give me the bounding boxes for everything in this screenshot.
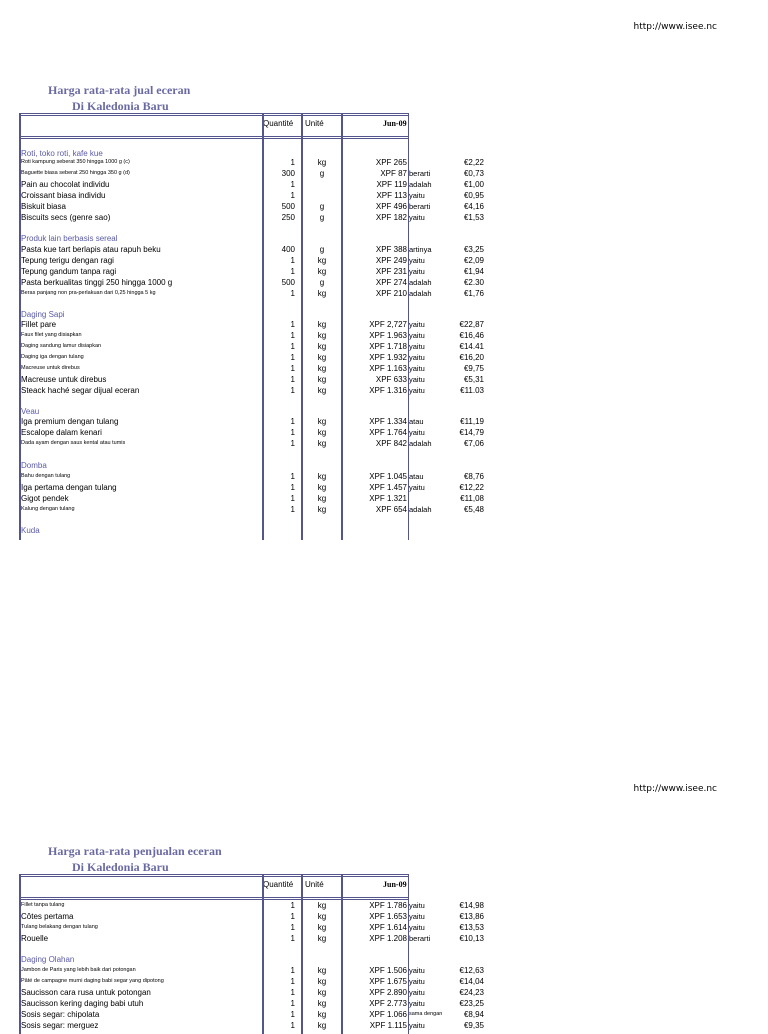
table-row — [19, 190, 489, 201]
item-label: Sosis segar: chipolata — [21, 1010, 100, 1019]
price-eur-cell: €14,04 — [459, 977, 484, 986]
item-label: Dada ayam dengan saus kental atau tumis — [21, 440, 126, 446]
item-label: Baguette biasa seberat 250 hingga 350 g (d) — [21, 170, 130, 176]
price-eur-cell: €5,48 — [463, 505, 484, 514]
quantity-cell: 250 — [281, 213, 295, 222]
table-row — [19, 201, 489, 212]
quantity-cell: 1 — [290, 289, 295, 298]
quantity-cell: 1 — [290, 923, 295, 932]
price-xpf-cell: XPF 1.764 — [369, 428, 407, 437]
table-row — [19, 341, 489, 352]
item-label: Pasta kue tart berlapis atau rapuh beku — [21, 245, 161, 254]
price-eur-cell: €13,86 — [459, 912, 484, 921]
price-eur-cell: €1,94 — [463, 267, 484, 276]
quantity-cell: 1 — [290, 364, 295, 373]
note-cell: yaitu — [409, 483, 425, 492]
item-label: Tepung terigu dengan ragi — [21, 256, 114, 265]
item-label: Iga pertama dengan tulang — [21, 483, 117, 492]
note-cell: yaitu — [409, 213, 425, 222]
quantity-cell: 1 — [290, 505, 295, 514]
quantity-cell: 1 — [290, 999, 295, 1008]
header-unite: Unité — [305, 119, 324, 128]
price-eur-cell: €8,94 — [463, 1010, 484, 1019]
unit-cell: kg — [317, 999, 327, 1008]
price-eur-cell: €14,79 — [459, 428, 484, 437]
item-label: Fillet pare — [21, 320, 57, 329]
price-eur-cell: €1,53 — [463, 213, 484, 222]
price-eur-cell: €3,25 — [463, 245, 484, 254]
price-xpf-cell: XPF 1.045 — [369, 472, 407, 481]
unit-cell: g — [319, 245, 325, 254]
price-eur-cell: €0,73 — [463, 169, 484, 178]
item-label: Tulang belakang dengan tulang — [21, 924, 98, 930]
quantity-cell: 1 — [290, 966, 295, 975]
section-heading — [19, 233, 489, 244]
table-row — [19, 933, 489, 944]
unit-cell: kg — [317, 267, 327, 276]
price-eur-cell: €10,13 — [459, 934, 484, 943]
price-xpf-cell: XPF 1.316 — [369, 386, 407, 395]
price-eur-cell: €11,19 — [460, 417, 484, 426]
table-row — [19, 482, 489, 493]
item-label: Pâté de campagne murni daging babi segar yang dipotong — [21, 978, 164, 984]
note-cell: berarti — [409, 934, 431, 943]
table-row — [19, 266, 489, 277]
table-row — [19, 976, 489, 987]
table-row — [19, 900, 489, 911]
unit-cell: kg — [317, 483, 327, 492]
price-xpf-cell: XPF 388 — [375, 245, 407, 254]
item-label: Macreuse untuk direbus — [21, 365, 80, 371]
price-xpf-cell: XPF 249 — [375, 256, 407, 265]
section-heading — [19, 954, 489, 965]
item-label: Jambon de Paris yang lebih baik dari potongan — [21, 967, 136, 973]
note-cell: yaitu — [409, 342, 425, 351]
item-label: Steack haché segar dijual eceran — [21, 386, 140, 395]
price-eur-cell: €4,16 — [463, 202, 484, 211]
price-eur-cell: €23,25 — [459, 999, 484, 1008]
unit-cell: kg — [317, 912, 327, 921]
table-row — [19, 255, 489, 266]
price-eur-cell: €2,22 — [463, 158, 484, 167]
item-label: Pasta berkualitas tinggi 250 hingga 1000 g — [21, 278, 173, 287]
price-xpf-cell: XPF 1.786 — [369, 901, 407, 910]
price-table — [19, 113, 484, 540]
note-cell: yaitu — [409, 999, 425, 1008]
page-title: Harga rata-rata penjualan eceran — [48, 844, 222, 858]
price-xpf-cell: XPF 2.773 — [369, 999, 407, 1008]
header-quantite: Quantité — [263, 880, 294, 889]
price-xpf-cell: XPF 1.163 — [369, 364, 407, 373]
price-xpf-cell: XPF 1.675 — [369, 977, 407, 986]
item-label: Rouelle — [21, 934, 49, 943]
price-xpf-cell: XPF 119 — [376, 180, 407, 189]
item-label: Beras panjang non pra-perlakuan dari 0,25 hingga 5 kg — [21, 290, 156, 296]
unit-cell: kg — [317, 966, 327, 975]
source-url[interactable]: http://www.isee.nc — [633, 784, 717, 794]
table-header — [19, 113, 409, 139]
price-table — [19, 874, 484, 1034]
quantity-cell: 500 — [281, 278, 295, 287]
item-label: Daging iga dengan tulang — [21, 354, 84, 360]
price-eur-cell: €13,53 — [459, 923, 484, 932]
quantity-cell: 1 — [290, 158, 295, 167]
quantity-cell: 1 — [290, 267, 295, 276]
price-xpf-cell: XPF 231 — [375, 267, 407, 276]
quantity-cell: 1 — [290, 386, 295, 395]
table-row — [19, 922, 489, 933]
price-eur-cell: €11.03 — [460, 386, 484, 395]
item-label: Bahu dengan tulang — [21, 473, 71, 479]
unit-cell: g — [319, 213, 325, 222]
unit-cell: kg — [317, 505, 327, 514]
note-cell: yaitu — [409, 1021, 425, 1030]
price-xpf-cell: XPF 113 — [376, 191, 407, 200]
section-heading — [19, 460, 489, 471]
unit-cell: kg — [317, 494, 327, 503]
unit-cell: kg — [317, 331, 327, 340]
item-label: Saucisson kering daging babi utuh — [21, 999, 144, 1008]
unit-cell: kg — [317, 386, 327, 395]
note-cell: berarti — [409, 202, 431, 211]
price-xpf-cell: XPF 1.653 — [369, 912, 407, 921]
unit-cell: kg — [317, 342, 327, 351]
section-label: Veau — [21, 407, 40, 416]
unit-cell: kg — [317, 320, 327, 329]
price-xpf-cell: XPF 265 — [375, 158, 407, 167]
note-cell: yaitu — [409, 966, 425, 975]
table-row — [19, 493, 489, 504]
item-label: Biscuits secs (genre sao) — [21, 213, 111, 222]
quantity-cell: 1 — [290, 320, 295, 329]
header-period: Jun-09 — [383, 119, 407, 128]
note-cell: yaitu — [409, 386, 425, 395]
table-row — [19, 998, 489, 1009]
price-eur-cell: €9,75 — [463, 364, 484, 373]
table-row — [19, 471, 489, 482]
price-eur-cell: €5,31 — [463, 375, 484, 384]
unit-cell: g — [319, 202, 325, 211]
price-eur-cell: €22,87 — [459, 320, 484, 329]
price-xpf-cell: XPF 87 — [380, 169, 407, 178]
quantity-cell: 1 — [290, 417, 295, 426]
item-label: Macreuse untuk direbus — [21, 375, 107, 384]
note-cell: yaitu — [409, 912, 425, 921]
price-xpf-cell: XPF 1.321 — [369, 494, 407, 503]
item-label: Daging sandung lamur disiapkan — [21, 343, 102, 349]
unit-cell: kg — [317, 1021, 327, 1030]
note-cell: sama dengan — [409, 1011, 443, 1017]
price-eur-cell: €11,08 — [460, 494, 484, 503]
table-row — [19, 385, 489, 396]
note-cell: atau — [409, 472, 424, 481]
price-xpf-cell: XPF 2,727 — [369, 320, 407, 329]
note-cell: yaitu — [409, 375, 425, 384]
price-xpf-cell: XPF 1.963 — [369, 331, 407, 340]
price-eur-cell: €14.41 — [459, 342, 484, 351]
item-label: Biskuit biasa — [21, 202, 66, 211]
quantity-cell: 1 — [290, 494, 295, 503]
item-label: Tepung gandum tanpa ragi — [21, 267, 117, 276]
item-label: Escalope dalam kenari — [21, 428, 102, 437]
unit-cell: kg — [317, 353, 327, 362]
price-eur-cell: €12,63 — [459, 966, 484, 975]
quantity-cell: 1 — [290, 1021, 295, 1030]
note-cell: adalah — [409, 180, 432, 189]
note-cell: berarti — [409, 169, 431, 178]
table-row — [19, 352, 489, 363]
item-label: Pain au chocolat individu — [21, 180, 110, 189]
price-xpf-cell: XPF 1.932 — [369, 353, 407, 362]
table-row — [19, 277, 489, 288]
note-cell: yaitu — [409, 988, 425, 997]
price-eur-cell: €8,76 — [463, 472, 484, 481]
header-unite: Unité — [305, 880, 324, 889]
price-eur-cell: €0,95 — [463, 191, 484, 200]
quantity-cell: 300 — [281, 169, 295, 178]
unit-cell: kg — [317, 977, 327, 986]
note-cell: adalah — [409, 439, 432, 448]
price-xpf-cell: XPF 1.334 — [369, 417, 407, 426]
price-eur-cell: €16,20 — [459, 353, 484, 362]
quantity-cell: 1 — [290, 912, 295, 921]
table-row — [19, 416, 489, 427]
price-xpf-cell: XPF 1.066 — [369, 1010, 407, 1019]
note-cell: atau — [409, 417, 424, 426]
quantity-cell: 1 — [290, 472, 295, 481]
note-cell: yaitu — [409, 331, 425, 340]
unit-cell: kg — [317, 417, 327, 426]
table-row — [19, 504, 489, 515]
unit-cell: kg — [317, 923, 327, 932]
unit-cell: kg — [317, 988, 327, 997]
item-label: Faux filet yang disiapkan — [21, 332, 82, 338]
unit-cell: kg — [317, 375, 327, 384]
price-eur-cell: €12,22 — [459, 483, 484, 492]
table-row — [19, 911, 489, 922]
unit-cell: kg — [317, 934, 327, 943]
table-row — [19, 168, 489, 179]
page-title: Harga rata-rata jual eceran — [48, 83, 191, 97]
table-row — [19, 288, 489, 299]
quantity-cell: 1 — [290, 988, 295, 997]
note-cell: yaitu — [409, 977, 425, 986]
price-eur-cell: €14,98 — [459, 901, 484, 910]
quantity-cell: 1 — [290, 977, 295, 986]
price-xpf-cell: XPF 1.718 — [369, 342, 407, 351]
table-row — [19, 427, 489, 438]
note-cell: adalah — [409, 278, 432, 287]
note-cell: artinya — [409, 245, 432, 254]
section-label: Daging Olahan — [21, 955, 75, 964]
price-xpf-cell: XPF 1.115 — [369, 1021, 407, 1030]
unit-cell: kg — [317, 1010, 327, 1019]
table-row — [19, 363, 489, 374]
unit-cell: g — [319, 278, 325, 287]
quantity-cell: 1 — [290, 934, 295, 943]
price-xpf-cell: XPF 1.506 — [369, 966, 407, 975]
price-eur-cell: €9,35 — [463, 1021, 484, 1030]
item-label: Sosis segar: merguez — [21, 1021, 99, 1030]
table-row — [19, 438, 489, 449]
item-label: Croissant biasa individu — [21, 191, 106, 200]
price-xpf-cell: XPF 274 — [375, 278, 407, 287]
table-row — [19, 157, 489, 168]
price-eur-cell: €16,46 — [459, 331, 484, 340]
table-row — [19, 1009, 489, 1020]
section-label: Kuda — [21, 526, 40, 535]
section-heading — [19, 525, 489, 536]
section-label: Domba — [21, 461, 47, 470]
price-xpf-cell: XPF 210 — [375, 289, 407, 298]
note-cell: adalah — [409, 289, 432, 298]
table-row — [19, 987, 489, 998]
unit-cell: kg — [317, 256, 327, 265]
unit-cell: kg — [317, 289, 327, 298]
item-label: Côtes pertama — [21, 912, 74, 921]
quantity-cell: 1 — [290, 342, 295, 351]
table-row — [19, 330, 489, 341]
note-cell: yaitu — [409, 320, 425, 329]
quantity-cell: 1 — [290, 428, 295, 437]
unit-cell: kg — [317, 364, 327, 373]
price-xpf-cell: XPF 2.890 — [369, 988, 407, 997]
table-row — [19, 319, 489, 330]
table-row — [19, 965, 489, 976]
note-cell: yaitu — [409, 364, 425, 373]
quantity-cell: 1 — [290, 180, 295, 189]
source-url[interactable]: http://www.isee.nc — [633, 22, 717, 32]
price-xpf-cell: XPF 633 — [375, 375, 407, 384]
unit-cell: kg — [317, 472, 327, 481]
quantity-cell: 1 — [290, 901, 295, 910]
note-cell: yaitu — [409, 191, 425, 200]
quantity-cell: 1 — [290, 256, 295, 265]
item-label: Fillet tanpa tulang — [21, 902, 65, 908]
unit-cell: g — [319, 169, 325, 178]
quantity-cell: 1 — [290, 1010, 295, 1019]
table-header — [19, 874, 409, 900]
price-eur-cell: €7,06 — [463, 439, 484, 448]
header-period: Jun-09 — [383, 880, 407, 889]
quantity-cell: 1 — [290, 375, 295, 384]
quantity-cell: 1 — [290, 483, 295, 492]
price-eur-cell: €2,09 — [463, 256, 484, 265]
price-eur-cell: €24,23 — [459, 988, 484, 997]
unit-cell: kg — [317, 158, 327, 167]
price-xpf-cell: XPF 842 — [375, 439, 407, 448]
price-eur-cell: €2.30 — [463, 278, 484, 287]
quantity-cell: 500 — [281, 202, 295, 211]
note-cell: yaitu — [409, 353, 425, 362]
note-cell: yaitu — [409, 923, 425, 932]
quantity-cell: 1 — [290, 191, 295, 200]
note-cell: yaitu — [409, 267, 425, 276]
item-label: Saucisson cara rusa untuk potongan — [21, 988, 151, 997]
price-xpf-cell: XPF 1.208 — [369, 934, 407, 943]
price-eur-cell: €1,76 — [463, 289, 484, 298]
note-cell: yaitu — [409, 901, 425, 910]
price-xpf-cell: XPF 1.457 — [369, 483, 407, 492]
note-cell: yaitu — [409, 256, 425, 265]
price-xpf-cell: XPF 496 — [375, 202, 407, 211]
table-row — [19, 374, 489, 385]
note-cell: adalah — [409, 505, 432, 514]
document-page-2 — [0, 764, 768, 1030]
page-subtitle: Di Kaledonia Baru — [72, 99, 169, 113]
table-row — [19, 244, 489, 255]
item-label: Kalung dengan tulang — [21, 506, 75, 512]
section-label: Roti, toko roti, kafe kue — [21, 149, 103, 158]
quantity-cell: 1 — [290, 439, 295, 448]
table-row — [19, 212, 489, 223]
table-row — [19, 1020, 489, 1031]
price-xpf-cell: XPF 654 — [375, 505, 407, 514]
table-row — [19, 179, 489, 190]
page-subtitle: Di Kaledonia Baru — [72, 860, 169, 874]
note-cell: yaitu — [409, 428, 425, 437]
section-label: Produk lain berbasis sereal — [21, 234, 118, 243]
header-quantite: Quantité — [263, 119, 294, 128]
section-label: Daging Sapi — [21, 310, 65, 319]
unit-cell: kg — [317, 439, 327, 448]
item-label: Roti kampung seberat 350 hingga 1000 g (c) — [21, 159, 130, 165]
price-xpf-cell: XPF 182 — [375, 213, 407, 222]
quantity-cell: 400 — [281, 245, 295, 254]
quantity-cell: 1 — [290, 353, 295, 362]
item-label: Gigot pendek — [21, 494, 69, 503]
item-label: Iga premium dengan tulang — [21, 417, 119, 426]
price-eur-cell: €1,00 — [463, 180, 484, 189]
unit-cell: kg — [317, 901, 327, 910]
price-xpf-cell: XPF 1.614 — [369, 923, 407, 932]
quantity-cell: 1 — [290, 331, 295, 340]
unit-cell: kg — [317, 428, 327, 437]
